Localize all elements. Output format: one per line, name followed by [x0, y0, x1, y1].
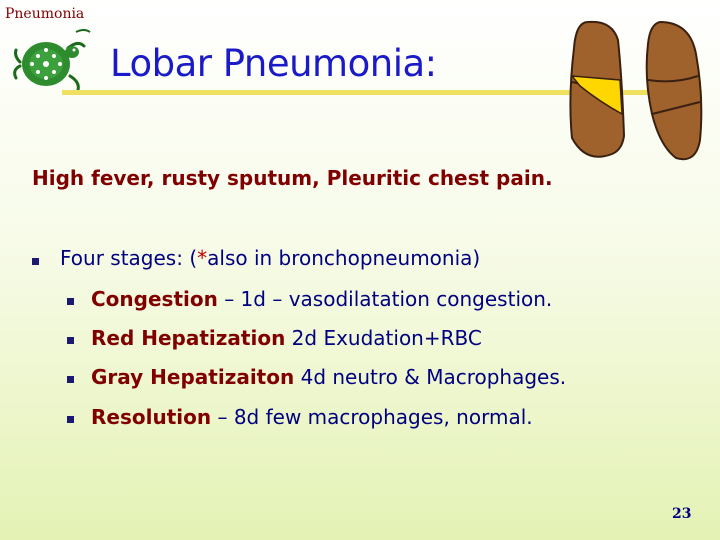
- stage-item-resolution: [91, 405, 533, 429]
- stages-prefix: Four stages: (: [60, 246, 198, 270]
- stage-item-red-hepatization: [91, 326, 482, 350]
- stage-item-gray-hepatization: [91, 365, 566, 389]
- stage-term: Resolution: [91, 405, 212, 429]
- page-number: 23: [672, 506, 692, 522]
- bullet-item-stages: [60, 246, 480, 270]
- sub-bullet-marker: [67, 416, 74, 423]
- stage-term: Red Hepatization: [91, 326, 286, 350]
- stage-term: Congestion: [91, 287, 218, 311]
- asterisk: *: [197, 246, 208, 270]
- stage-detail: – 1d – vasodilatation congestion.: [217, 287, 553, 311]
- sub-bullet-marker: [67, 337, 74, 344]
- page-title: Lobar Pneumonia:: [110, 42, 437, 85]
- stage-term: Gray Hepatizaiton: [91, 365, 295, 389]
- sub-bullet-marker: [67, 298, 74, 305]
- lungs-illustration: [566, 18, 706, 166]
- sub-bullet-marker: [67, 376, 74, 383]
- stages-suffix: also in bronchopneumonia): [207, 246, 481, 270]
- bullet-marker: [32, 258, 39, 265]
- turtle-logo-icon: [12, 26, 92, 96]
- header-label: Pneumonia: [5, 6, 85, 22]
- stage-detail: 4d neutro & Macrophages.: [294, 365, 567, 389]
- stage-detail: 2d Exudation+RBC: [285, 326, 482, 350]
- subheading: High fever, rusty sputum, Pleuritic chest pain.: [32, 166, 553, 190]
- stage-item-congestion: [91, 287, 552, 311]
- stage-detail: – 8d few macrophages, normal.: [211, 405, 533, 429]
